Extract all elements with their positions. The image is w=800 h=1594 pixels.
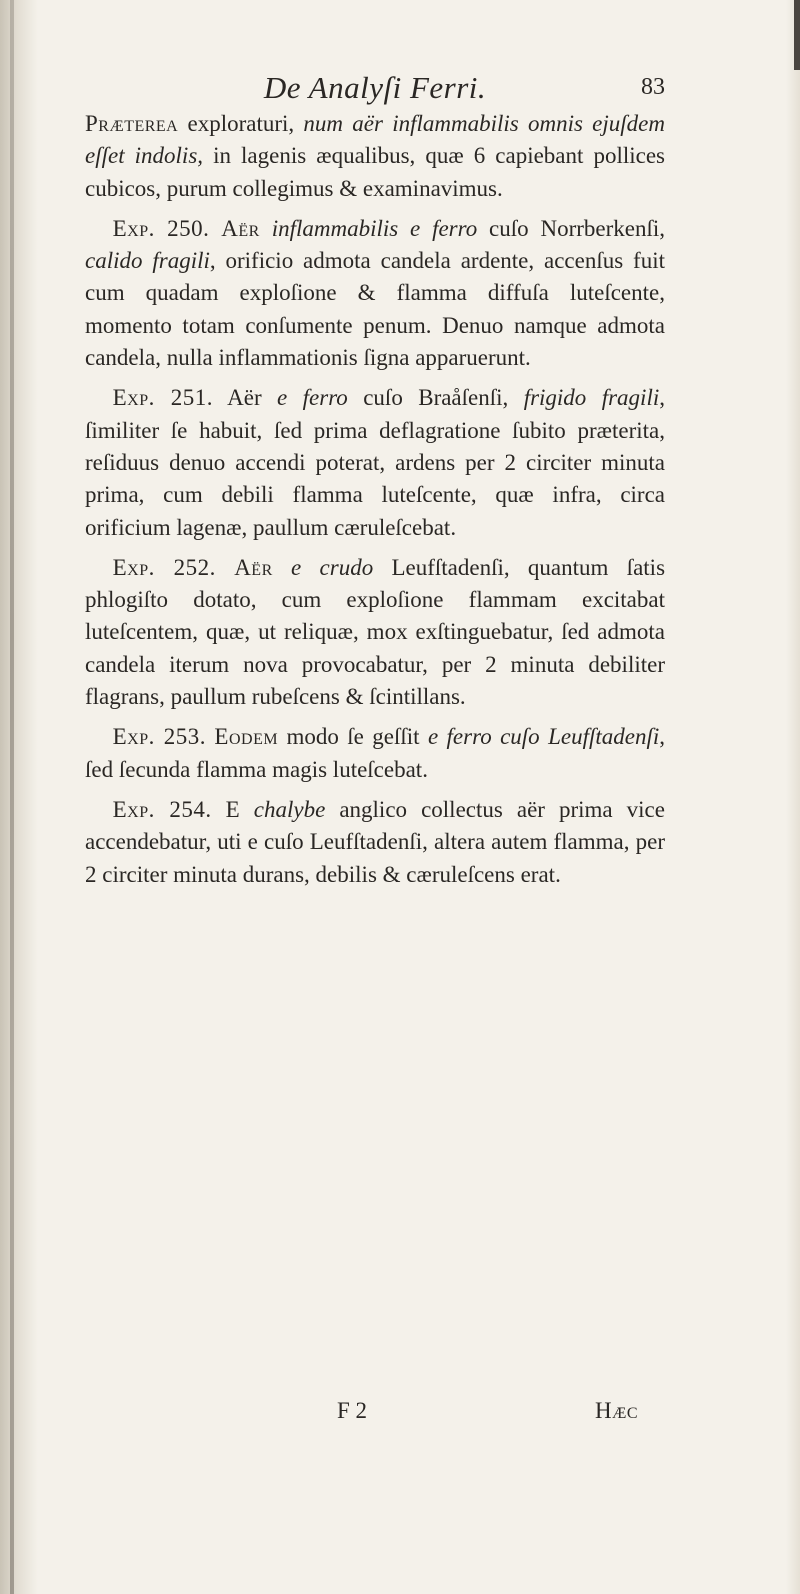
page-edge-mark — [794, 0, 800, 70]
page-edge — [786, 0, 800, 1594]
paragraph-exp-252 — [85, 552, 665, 713]
experiment-label: Exp. 252. — [112, 554, 216, 580]
running-head — [85, 70, 665, 110]
body-text — [85, 108, 665, 899]
signature-mark: F 2 — [337, 1398, 368, 1423]
italic-run: inflammabilis e ferro — [271, 215, 478, 241]
experiment-label: Exp. 250. — [112, 215, 210, 241]
page-gutter-shadow — [0, 0, 38, 1594]
text-run: , ſed ſecunda flamma magis luteſcebat. — [85, 724, 665, 782]
text-run: E — [211, 796, 254, 822]
paragraph-exp-250 — [85, 213, 665, 374]
text-run — [260, 216, 272, 241]
italic-run: frigido fragili — [523, 385, 660, 411]
paragraph-lead: Præterea — [85, 111, 179, 136]
text-run — [216, 555, 234, 580]
text-run: modo ſe geſſit — [278, 724, 428, 750]
page-footer — [85, 1398, 665, 1432]
experiment-label: Exp. 251. — [112, 385, 214, 411]
italic-run: e ferro cuſo Leufſtadenſi — [427, 724, 660, 750]
italic-run: num aër inflammabilis omnis ejuſdem eſſet indolis, — [85, 111, 665, 169]
paragraph-exp-253 — [85, 721, 665, 786]
text-run — [209, 216, 221, 241]
binding-edge — [10, 0, 14, 1594]
italic-run: calido fragili — [85, 248, 210, 274]
paragraph-exp-254 — [85, 794, 665, 891]
running-head-title: De Analyſi Ferri. — [263, 70, 487, 105]
paragraph-praeterea — [85, 108, 665, 205]
text-run: Aër — [213, 385, 278, 411]
text-run: , orificio admota candela ardente, accenſus fuit cum quadam exploſione & flamma diffuſa luteſcente, momento totam conſumente penum. Denuo namque admota candela, nulla inflammationis ſigna apparuerunt. — [85, 248, 665, 371]
page-number: 83 — [641, 74, 665, 100]
text-run: exploraturi, — [178, 111, 304, 136]
paragraph-exp-251 — [85, 382, 665, 543]
italic-run: chalybe — [253, 796, 326, 822]
experiment-label: Exp. 254. — [112, 796, 212, 822]
italic-run: e ferro — [277, 385, 348, 411]
text-run — [273, 555, 291, 580]
text-run: cuſo Braåſenſi, — [347, 385, 524, 411]
text-run: , ſimiliter ſe habuit, ſed prima deflagratione ſubito præterita, reſiduus denuo accendi poterat, ardens per 2 circiter minuta prima, cum debili flamma luteſcente, quæ infra, circa orificium lagenæ, paullum cæruleſcebat. — [85, 385, 665, 540]
catchword: Hæc — [595, 1398, 639, 1423]
text-run: in lagenis æqualibus, quæ 6 capiebant pollices cubicos, purum collegimus & examinavimus. — [85, 143, 666, 201]
experiment-label: Exp. 253. — [112, 724, 206, 750]
small-caps-run: Eodem — [214, 724, 279, 750]
italic-run: e crudo — [291, 554, 374, 580]
small-caps-run: Aër — [234, 554, 273, 580]
small-caps-run: Aër — [221, 215, 260, 241]
text-run: Leufſtadenſi, quantum ſatis phlogiſto dotato, cum exploſione flammam excitabat luteſcentem, quæ, ut reliquæ, mox exſtinguebatur, ſed admota candela iterum nova provocabatur, per 2 minuta debiliter flagrans, paullum rubeſcens & ſcintillans. — [85, 554, 666, 710]
text-run: cuſo Norrberkenſi, — [477, 215, 666, 241]
text-run: anglico collectus aër prima vice accendebatur, uti e cuſo Leufſtadenſi, altera autem flamma, per 2 circiter minuta durans, debilis & cæruleſcens erat. — [85, 796, 665, 887]
